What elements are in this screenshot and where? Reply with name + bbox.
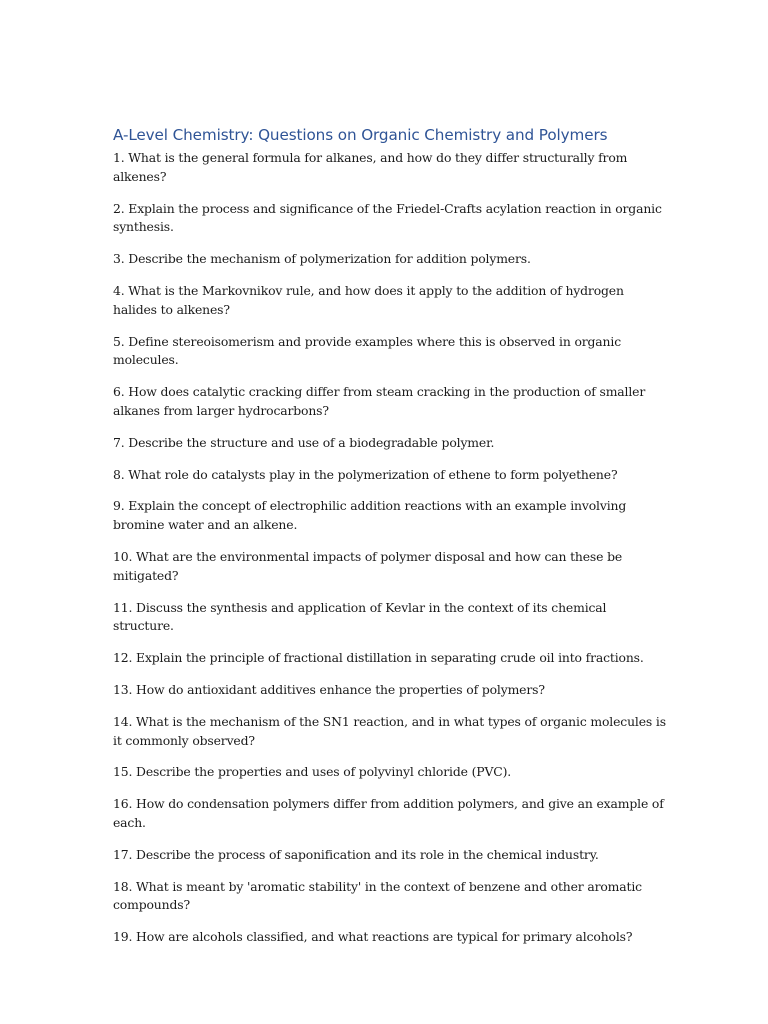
- question-1: 1. What is the general formula for alkanes, and how do they differ structurally from alkenes?: [113, 150, 628, 184]
- question-12: 12. Explain the principle of fractional distillation in separating crude oil into fractions.: [113, 650, 644, 666]
- document-body: [113, 124, 668, 960]
- question-list: [113, 149, 668, 947]
- question-7: 7. Describe the structure and use of a biodegradable polymer.: [113, 434, 495, 450]
- question-2: 2. Explain the process and significance of the Friedel-Crafts acylation reaction in organic synthesis.: [113, 200, 662, 235]
- question-8: 8. What role do catalysts play in the polymerization of ethene to form polyethene?: [113, 466, 618, 482]
- question-16: 16. How do condensation polymers differ from addition polymers, and give an example of each.: [113, 796, 664, 830]
- question-14: 14. What is the mechanism of the SN1 reaction, and in what types of organic molecules is it commonly observed?: [113, 713, 666, 748]
- question-18: 18. What is meant by 'aromatic stability' in the context of benzene and other aromatic compounds?: [113, 878, 642, 913]
- document-title: A-Level Chemistry: Questions on Organic Chemistry and Polymers: [113, 126, 608, 144]
- question-10: 10. What are the environmental impacts of polymer disposal and how can these be mitigated?: [113, 548, 623, 583]
- question-9: 9. Explain the concept of electrophilic addition reactions with an example involving bromine water and an alkene.: [113, 498, 627, 533]
- question-4: 4. What is the Markovnikov rule, and how does it apply to the addition of hydrogen halides to alkenes?: [113, 282, 624, 317]
- question-5: 5. Define stereoisomerism and provide examples where this is observed in organic molecules.: [113, 333, 621, 368]
- question-3: 3. Describe the mechanism of polymerization for addition polymers.: [113, 251, 531, 267]
- question-17: 17. Describe the process of saponification and its role in the chemical industry.: [113, 846, 599, 862]
- question-15: 15. Describe the properties and uses of polyvinyl chloride (PVC).: [113, 764, 512, 780]
- question-19: 19. How are alcohols classified, and what reactions are typical for primary alcohols?: [113, 929, 633, 945]
- question-11: 11. Discuss the synthesis and application of Kevlar in the context of its chemical structure.: [113, 599, 607, 634]
- question-6: 6. How does catalytic cracking differ from steam cracking in the production of smaller alkanes from larger hydrocarbons?: [113, 384, 646, 418]
- question-13: 13. How do antioxidant additives enhance the properties of polymers?: [113, 681, 545, 697]
